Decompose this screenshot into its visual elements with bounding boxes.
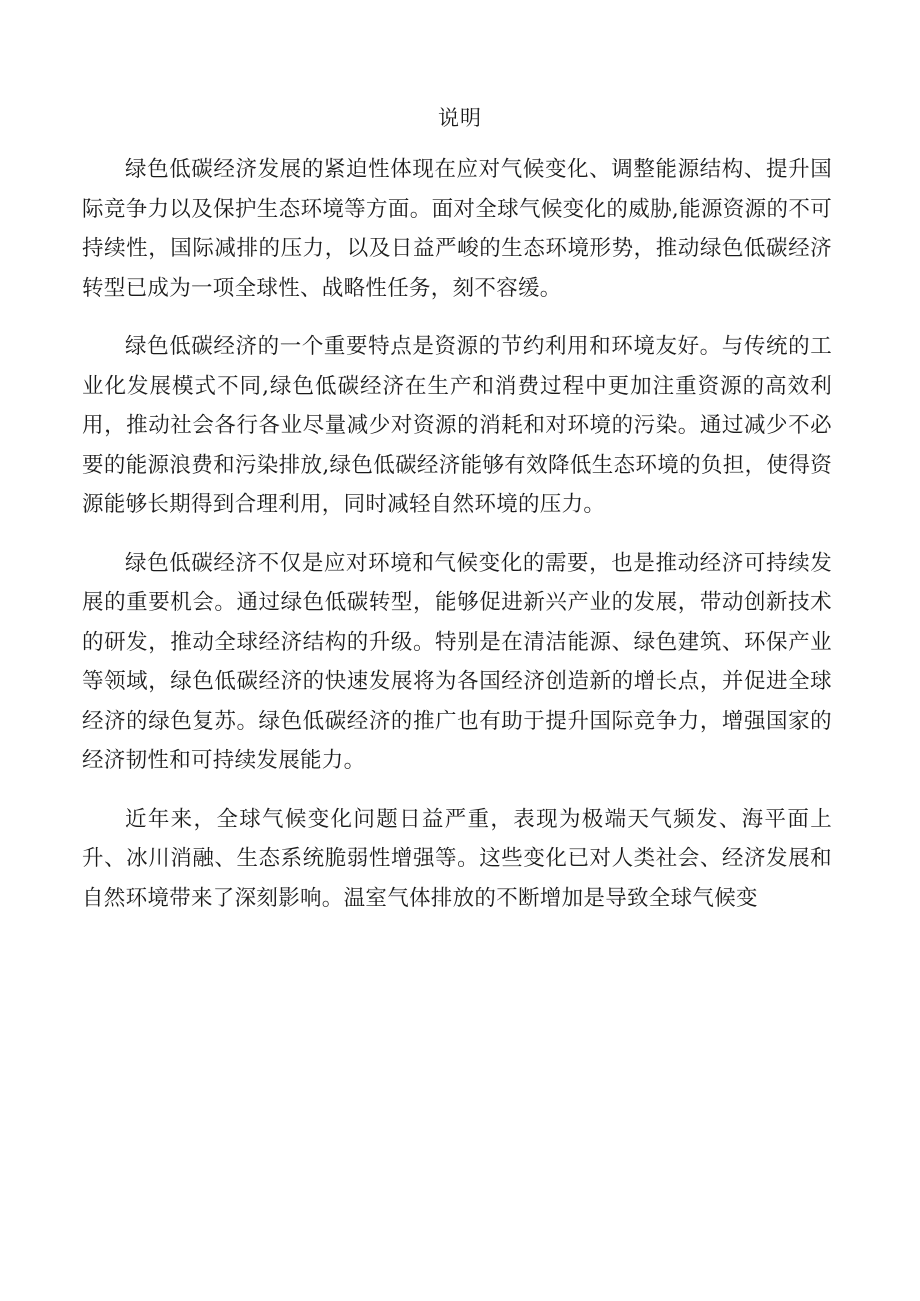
paragraph-1: 绿色低碳经济发展的紧迫性体现在应对气候变化、调整能源结构、提升国际竞争力以及保护生态环境等方面。面对全球气候变化的威胁,能源资源的不可持续性，国际减排的压力，以及日益严峻的生态环境形势，推动绿色低碳经济转型已成为一项全球性、战略性任务，刻不容缓。 xyxy=(82,157,832,301)
paragraph-4: 近年来，全球气候变化问题日益严重，表现为极端天气频发、海平面上升、冰川消融、生态系统脆弱性增强等。这些变化已对人类社会、经济发展和自然环境带来了深刻影响。温室气体排放的不断增加是导致全球气候变 xyxy=(82,806,832,911)
document-body xyxy=(82,150,832,937)
page-title: 说明 xyxy=(438,106,482,130)
paragraph-3: 绿色低碳经济不仅是应对环境和气候变化的需要，也是推动经济可持续发展的重要机会。通过绿色低碳转型，能够促进新兴产业的发展，带动创新技术的研发，推动全球经济结构的升级。特别是在清洁能源、绿色建筑、环保产业等领域，绿色低碳经济的快速发展将为各国经济创造新的增长点，并促进全球经济的绿色复苏。绿色低碳经济的推广也有助于提升国际竞争力，增强国家的经济韧性和可持续发展能力。 xyxy=(82,550,832,773)
paragraph-2: 绿色低碳经济的一个重要特点是资源的节约利用和环境友好。与传统的工业化发展模式不同,绿色低碳经济在生产和消费过程中更加注重资源的高效利用，推动社会各行各业尽量减少对资源的消耗和对环境的污染。通过减少不必要的能源浪费和污染排放,绿色低碳经济能够有效降低生态环境的负担，使得资源能够长期得到合理利用，同时减轻自然环境的压力。 xyxy=(82,334,832,517)
